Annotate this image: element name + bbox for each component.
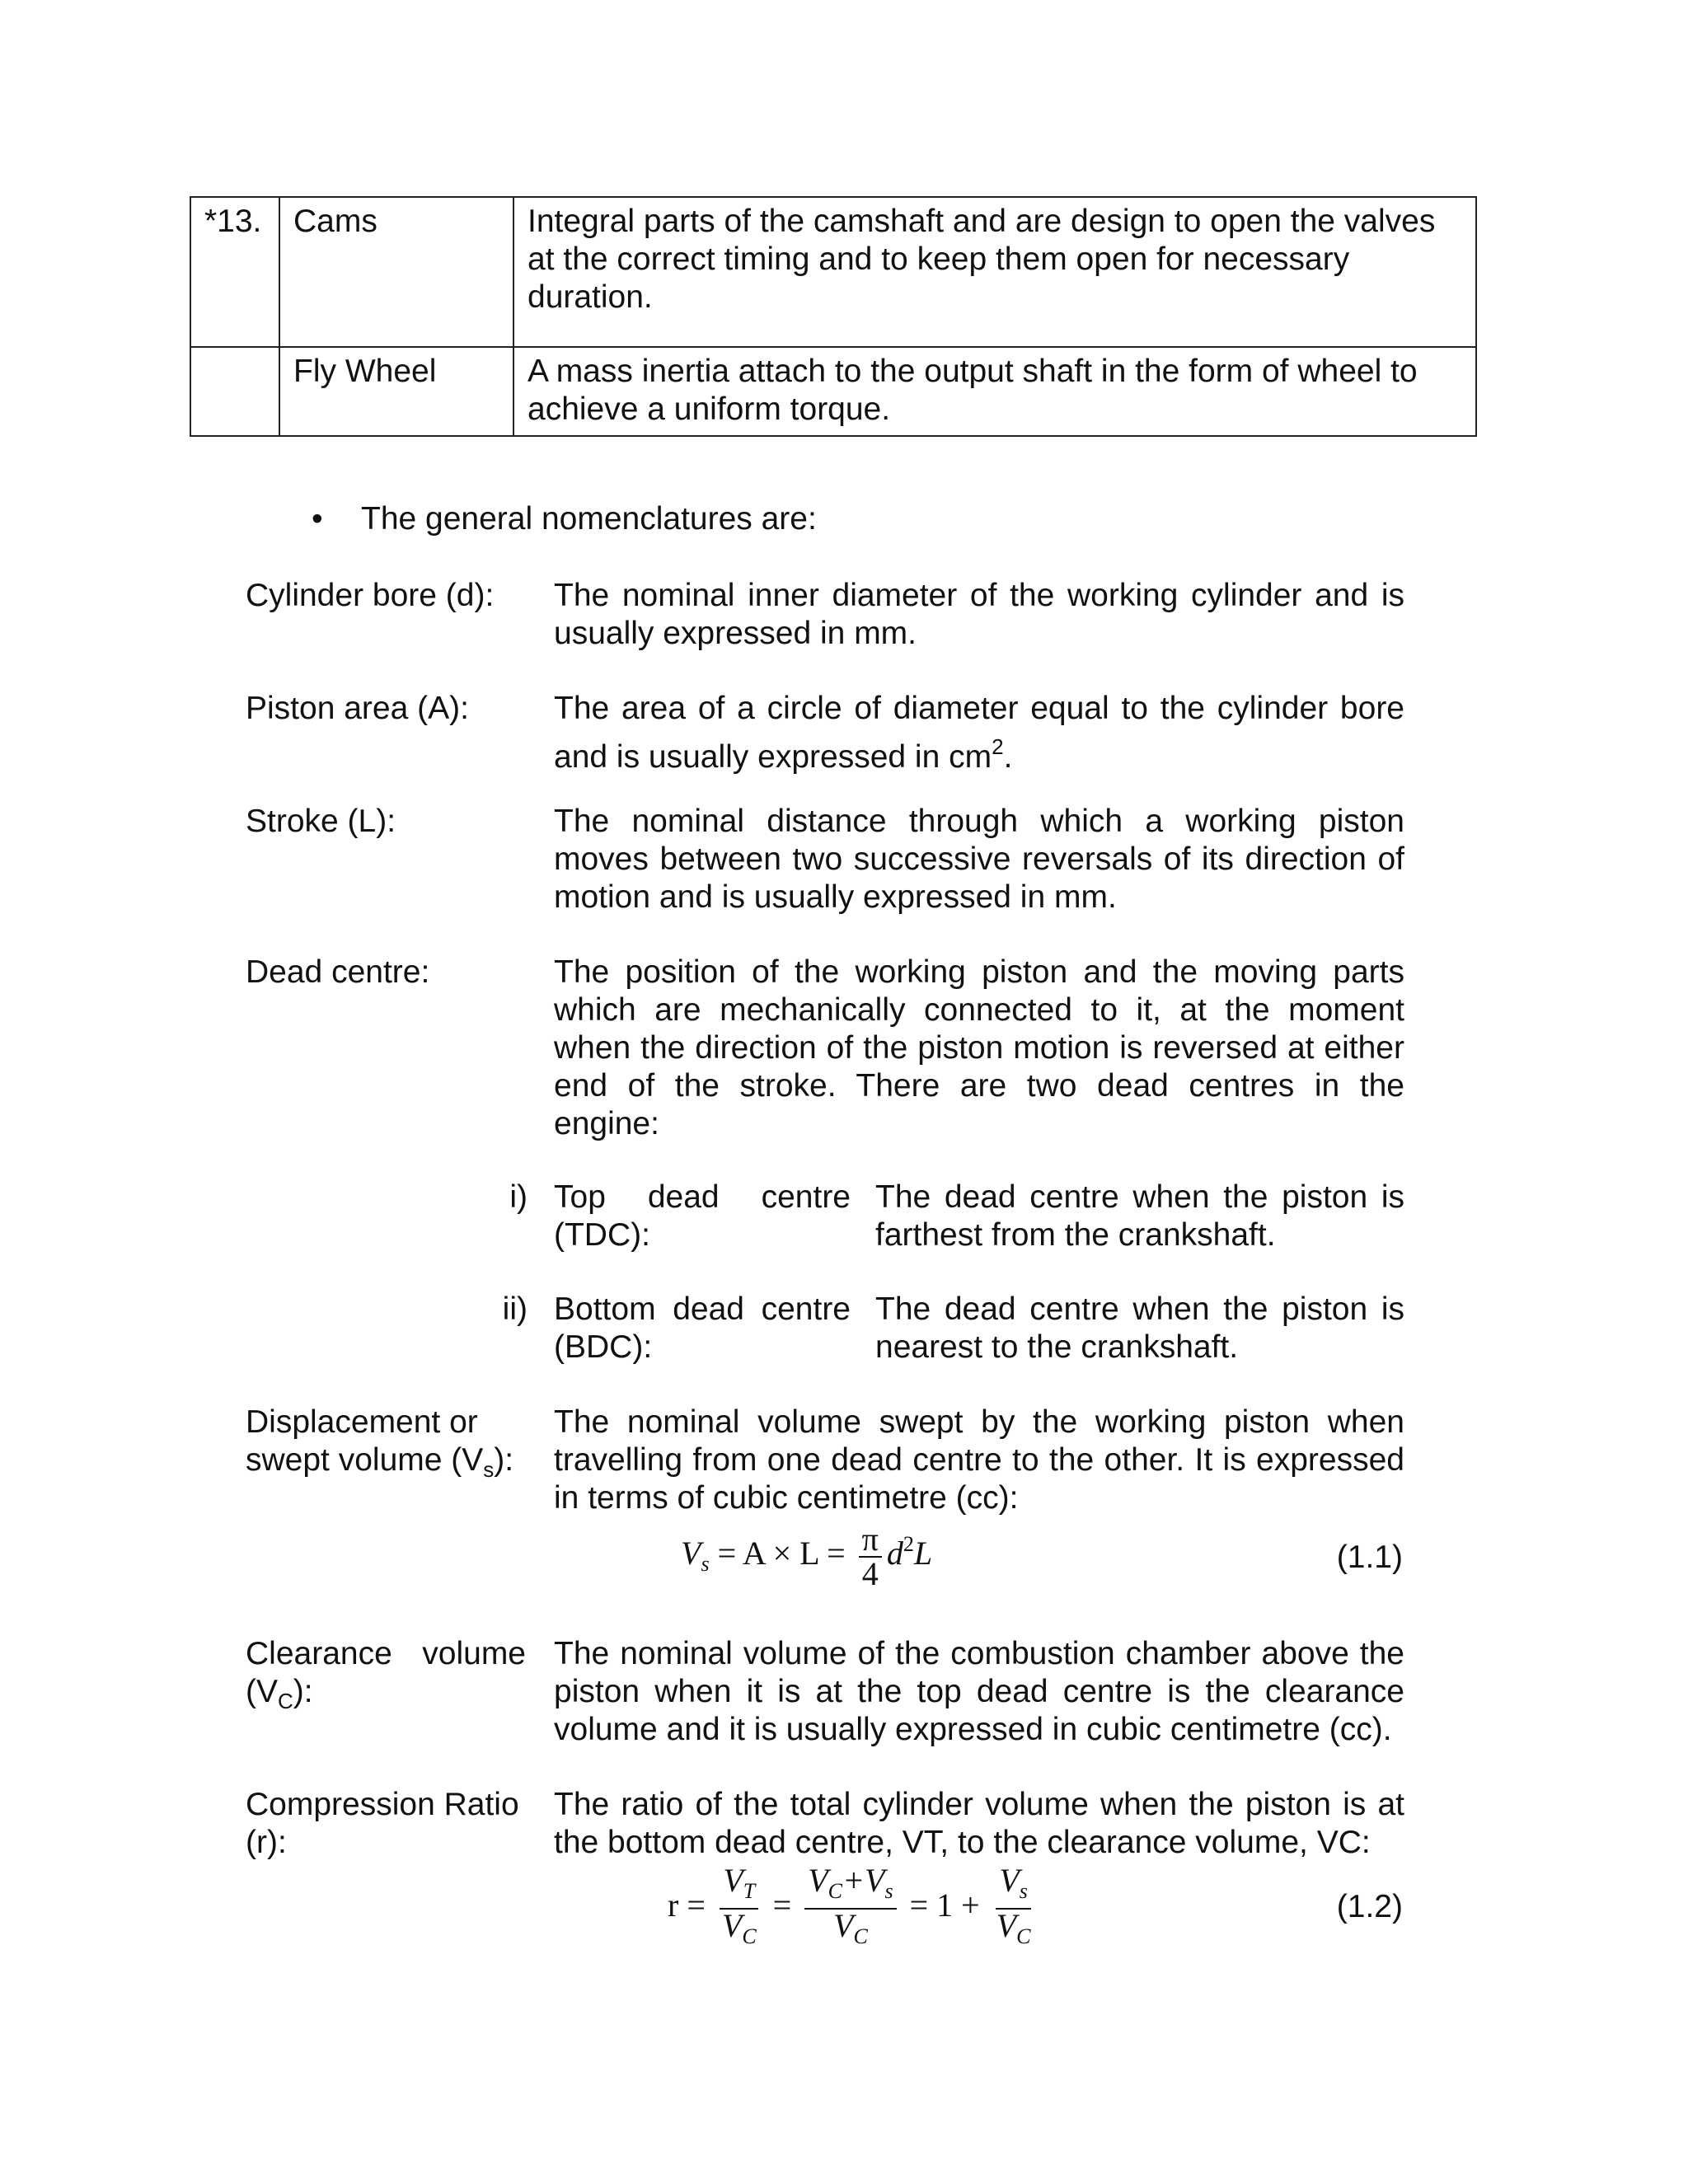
row-number: [190, 347, 279, 436]
def-clearance-volume: The nominal volume of the combustion chamber above the piston when it is at the top dead centre is the clearance volume and it is usually expressed in cubic centimetre (cc).: [554, 1636, 1404, 1747]
term-clearance-volume: Clearance volume $(V_C)$:: [246, 1636, 526, 1713]
def-stroke: The nominal distance through which a working piston moves between two successive reversals of its direction of motion and is usually expressed in mm.: [554, 804, 1404, 915]
sub-term-tdc: Top dead centre (TDC):: [554, 1179, 851, 1253]
term-compression-ratio: Compression Ratio (r):: [246, 1787, 519, 1860]
sub-term-bdc: Bottom dead centre (BDC):: [554, 1291, 851, 1365]
part-name: Fly Wheel: [279, 347, 513, 436]
sub-def-tdc: The dead centre when the piston is farthest from the crankshaft.: [875, 1179, 1404, 1253]
intro-text: The general nomenclatures are:: [361, 501, 817, 537]
term-stroke: Stroke (L):: [246, 804, 396, 839]
sub-number: ii): [502, 1291, 528, 1327]
equation-1-2: r = $\frac{V_T}{V_C}$ = $\frac{V_C+V_s}{V_C}$ = 1 + $\frac{V_s}{V_C}$: [668, 1862, 1031, 1948]
equation-1-1: $V_s = A \times L$ = $\frac{\pi}{4}$ $d^2L$: [681, 1521, 933, 1592]
part-description: A mass inertia attach to the output shaft in the form of wheel to achieve a uniform torque.: [513, 347, 1476, 436]
sub-number: i): [509, 1179, 528, 1215]
def-dead-centre: The position of the working piston and the moving parts which are mechanically connected to it, at the moment when the direction of the piston motion is reversed at either end of the stroke. There are two dead centres in the engine:: [554, 954, 1404, 1141]
equation-number: (1.1): [1336, 1540, 1403, 1575]
row-number: *13.: [190, 197, 279, 347]
part-name: Cams: [279, 197, 513, 347]
term-swept-volume: Displacement or swept volume $(V_s)$:: [246, 1404, 514, 1482]
term-piston-area: Piston area (A):: [246, 691, 469, 726]
bullet-icon: •: [312, 501, 323, 537]
sub-def-bdc: The dead centre when the piston is nearest to the crankshaft.: [875, 1291, 1404, 1365]
def-piston-area: The area of a circle of diameter equal to the cylinder bore and is usually expressed in $cm^2$.: [554, 691, 1404, 775]
term-dead-centre: Dead centre:: [246, 954, 430, 990]
def-swept-volume: The nominal volume swept by the working piston when travelling from one dead centre to the other. It is expressed in terms of cubic centimetre (cc):: [554, 1404, 1404, 1516]
part-description: Integral parts of the camshaft and are design to open the valves at the correct timing and to keep them open for necessary duration.: [513, 197, 1476, 347]
nomenclature-intro: [312, 501, 817, 537]
table-row: [190, 347, 1476, 436]
def-compression-ratio: The ratio of the total cylinder volume when the piston is at the bottom dead centre, VT, to the clearance volume, VC:: [554, 1787, 1404, 1860]
def-cylinder-bore: The nominal inner diameter of the working cylinder and is usually expressed in mm.: [554, 578, 1404, 651]
engine-parts-table: [190, 196, 1477, 437]
term-cylinder-bore: Cylinder bore (d):: [246, 578, 495, 613]
equation-number: (1.2): [1336, 1889, 1403, 1924]
table-row: [190, 197, 1476, 347]
